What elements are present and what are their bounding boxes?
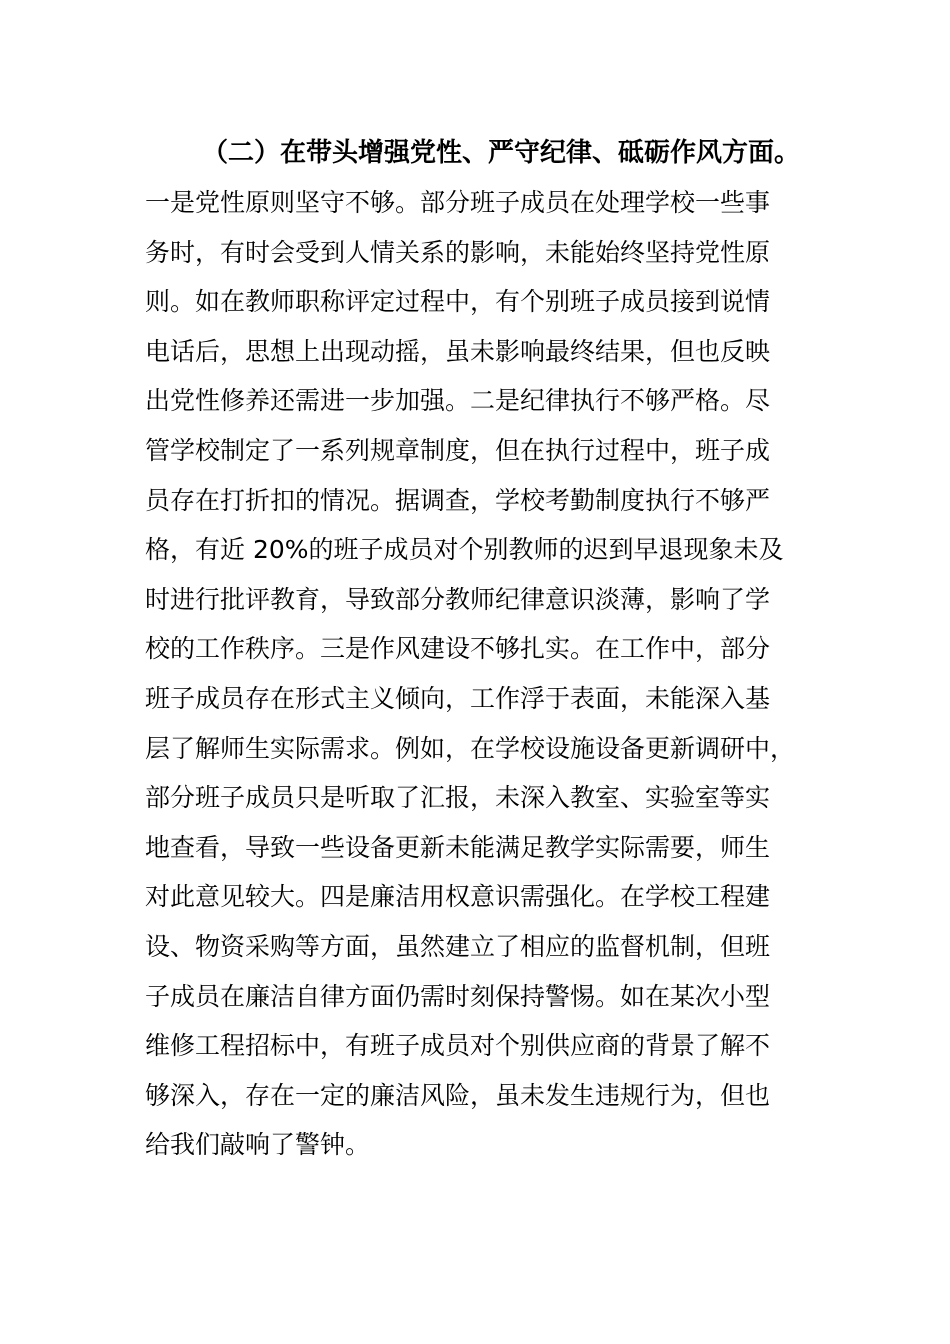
section-heading: （二）在带头增强党性、严守纪律、砥砺作风方面。	[202, 138, 801, 168]
text-line: 出党性修养还需进一步加强。二是纪律执行不够严格。尽	[145, 386, 771, 416]
text-line: 电话后，思想上出现动摇，虽未影响最终结果，但也反映	[145, 336, 771, 366]
text-line: 子成员在廉洁自律方面仍需时刻保持警惕。如在某次小型	[145, 981, 771, 1011]
text-line: 给我们敲响了警钟。	[145, 1130, 371, 1160]
text-line: 校的工作秩序。三是作风建设不够扎实。在工作中，部分	[145, 634, 771, 664]
text-line: 一是党性原则坚守不够。部分班子成员在处理学校一些事	[145, 188, 771, 217]
text-line: 维修工程招标中，有班子成员对个别供应商的背景了解不	[145, 1031, 771, 1061]
body-text	[145, 178, 795, 1170]
text-line: 则。如在教师职称评定过程中，有个别班子成员接到说情	[145, 287, 771, 317]
text-line: 地查看，导致一些设备更新未能满足教学实际需要，师生	[145, 832, 771, 862]
text-line: 务时，有时会受到人情关系的影响，未能始终坚持党性原	[145, 237, 771, 267]
text-line: 管学校制定了一系列规章制度，但在执行过程中，班子成	[145, 435, 771, 465]
text-line: 部分班子成员只是听取了汇报，未深入教室、实验室等实	[145, 783, 771, 813]
text-line: 对此意见较大。四是廉洁用权意识需强化。在学校工程建	[145, 882, 771, 912]
text-line: 格，有近 20%的班子成员对个别教师的迟到早退现象未及	[145, 535, 784, 565]
text-line: 够深入，存在一定的廉洁风险，虽未发生违规行为，但也	[145, 1080, 771, 1110]
text-line: 时进行批评教育，导致部分教师纪律意识淡薄，影响了学	[145, 584, 771, 614]
text-line: 层了解师生实际需求。例如，在学校设施设备更新调研中，	[145, 733, 796, 763]
text-line: 员存在打折扣的情况。据调查，学校考勤制度执行不够严	[145, 485, 771, 515]
text-line: 设、物资采购等方面，虽然建立了相应的监督机制，但班	[145, 931, 771, 961]
text-line: 班子成员存在形式主义倾向，工作浮于表面，未能深入基	[145, 683, 771, 713]
